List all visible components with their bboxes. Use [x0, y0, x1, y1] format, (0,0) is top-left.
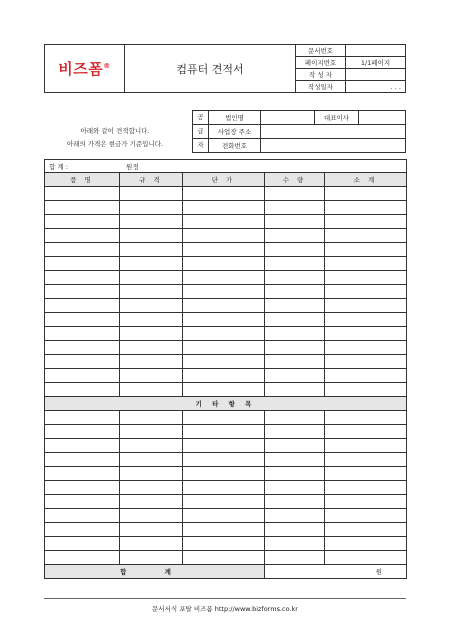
- grand-total-label: 합 계 :: [49, 162, 68, 171]
- cell-unit-price[interactable]: [183, 481, 265, 495]
- cell-unit-price[interactable]: [183, 229, 265, 243]
- cell-quantity[interactable]: [265, 285, 325, 299]
- table-row: [45, 551, 407, 565]
- col-header-item: 품 명: [45, 173, 120, 187]
- table-row: [45, 285, 407, 299]
- intro-line-1: 아래와 같이 견적합니다.: [80, 127, 150, 135]
- cell-spec[interactable]: [120, 299, 183, 313]
- table-row: [45, 187, 407, 201]
- cell-item[interactable]: [45, 509, 120, 523]
- cell-spec[interactable]: [120, 229, 183, 243]
- cell-quantity[interactable]: [265, 453, 325, 467]
- cell-spec[interactable]: [120, 467, 183, 481]
- meta-value-author[interactable]: [346, 69, 406, 81]
- quote-table: [44, 159, 407, 579]
- cell-unit-price[interactable]: [183, 215, 265, 229]
- bizforms-logo: 비즈폼®: [58, 60, 111, 78]
- cell-spec[interactable]: [120, 355, 183, 369]
- cell-quantity[interactable]: [265, 327, 325, 341]
- table-row: [45, 481, 407, 495]
- cell-quantity[interactable]: [265, 341, 325, 355]
- supplier-value-phone[interactable]: [261, 139, 406, 153]
- cell-subtotal[interactable]: [325, 481, 407, 495]
- cell-spec[interactable]: [120, 243, 183, 257]
- cell-item[interactable]: [45, 341, 120, 355]
- cell-unit-price[interactable]: [183, 313, 265, 327]
- cell-unit-price[interactable]: [183, 425, 265, 439]
- cell-item[interactable]: [45, 257, 120, 271]
- cell-subtotal[interactable]: [325, 299, 407, 313]
- cell-quantity[interactable]: [265, 243, 325, 257]
- grand-total-unit: 원정: [126, 162, 139, 171]
- supplier-label-address: 사업장 주소: [209, 125, 261, 139]
- supplier-label-phone: 전화번호: [209, 139, 261, 153]
- column-header-row: [45, 173, 407, 187]
- cell-quantity[interactable]: [265, 523, 325, 537]
- cell-subtotal[interactable]: [325, 229, 407, 243]
- cell-spec[interactable]: [120, 369, 183, 383]
- cell-item[interactable]: [45, 439, 120, 453]
- sum-row: [45, 565, 407, 579]
- table-row: [45, 383, 407, 397]
- cell-item[interactable]: [45, 369, 120, 383]
- cell-spec[interactable]: [120, 453, 183, 467]
- intro-line-2: 아래의 가격은 현금가 기준입니다.: [66, 140, 164, 148]
- table-row: [45, 313, 407, 327]
- cell-unit-price[interactable]: [183, 257, 265, 271]
- supplier-table: [192, 110, 406, 153]
- cell-spec[interactable]: [120, 201, 183, 215]
- cell-spec[interactable]: [120, 215, 183, 229]
- col-header-quantity: 수 량: [265, 173, 325, 187]
- cell-item[interactable]: [45, 285, 120, 299]
- cell-quantity[interactable]: [265, 257, 325, 271]
- cell-spec[interactable]: [120, 509, 183, 523]
- meta-value-doc-number[interactable]: [346, 45, 406, 57]
- col-header-unit-price: 단 가: [183, 173, 265, 187]
- cell-unit-price[interactable]: [183, 551, 265, 565]
- cell-spec[interactable]: [120, 481, 183, 495]
- cell-spec[interactable]: [120, 257, 183, 271]
- cell-subtotal[interactable]: [325, 425, 407, 439]
- cell-quantity[interactable]: [265, 439, 325, 453]
- cell-quantity[interactable]: [265, 425, 325, 439]
- table-row: [45, 327, 407, 341]
- cell-item[interactable]: [45, 551, 120, 565]
- table-row: [45, 257, 407, 271]
- cell-quantity[interactable]: [265, 369, 325, 383]
- sum-value[interactable]: 원: [265, 565, 407, 579]
- footer-divider: [44, 598, 406, 599]
- cell-spec[interactable]: [120, 537, 183, 551]
- logo-cell: [45, 45, 125, 93]
- meta-label-doc-number: 문서번호: [296, 45, 346, 57]
- cell-spec[interactable]: [120, 439, 183, 453]
- cell-subtotal[interactable]: [325, 369, 407, 383]
- table-row: [45, 509, 407, 523]
- cell-spec[interactable]: [120, 327, 183, 341]
- supplier-value-address[interactable]: [261, 125, 406, 139]
- table-row: [45, 215, 407, 229]
- table-row: [45, 467, 407, 481]
- cell-quantity[interactable]: [265, 313, 325, 327]
- cell-item[interactable]: [45, 271, 120, 285]
- cell-unit-price[interactable]: [183, 495, 265, 509]
- cell-subtotal[interactable]: [325, 439, 407, 453]
- cell-unit-price[interactable]: [183, 453, 265, 467]
- document-title: 컴퓨터 견적서: [125, 45, 296, 93]
- other-items-section-row: [45, 397, 407, 411]
- intro-text: [60, 125, 170, 151]
- table-row: [45, 369, 407, 383]
- cell-subtotal[interactable]: [325, 411, 407, 425]
- cell-quantity[interactable]: [265, 467, 325, 481]
- cell-quantity[interactable]: [265, 229, 325, 243]
- supplier-value-company[interactable]: [261, 111, 315, 125]
- cell-unit-price[interactable]: [183, 439, 265, 453]
- supplier-label-ceo: 대표이사: [315, 111, 359, 125]
- cell-spec[interactable]: [120, 551, 183, 565]
- table-row: [45, 229, 407, 243]
- cell-subtotal[interactable]: [325, 313, 407, 327]
- table-row: [45, 355, 407, 369]
- cell-unit-price[interactable]: [183, 355, 265, 369]
- cell-subtotal[interactable]: [325, 355, 407, 369]
- cell-subtotal[interactable]: [325, 243, 407, 257]
- cell-subtotal[interactable]: [325, 537, 407, 551]
- cell-item[interactable]: [45, 481, 120, 495]
- table-row: [45, 523, 407, 537]
- cell-quantity[interactable]: [265, 201, 325, 215]
- cell-subtotal[interactable]: [325, 327, 407, 341]
- cell-item[interactable]: [45, 495, 120, 509]
- cell-unit-price[interactable]: [183, 383, 265, 397]
- meta-label-author: 작 성 자: [296, 69, 346, 81]
- footer-text: 문서서식 포탈 비즈폼 http://www.bizforms.co.kr: [152, 605, 298, 613]
- cell-spec[interactable]: [120, 383, 183, 397]
- cell-spec[interactable]: [120, 425, 183, 439]
- cell-unit-price[interactable]: [183, 327, 265, 341]
- cell-item[interactable]: [45, 187, 120, 201]
- cell-item[interactable]: [45, 383, 120, 397]
- cell-quantity[interactable]: [265, 215, 325, 229]
- sum-label: 합 계: [45, 565, 265, 579]
- cell-quantity[interactable]: [265, 551, 325, 565]
- cell-spec[interactable]: [120, 285, 183, 299]
- cell-unit-price[interactable]: [183, 523, 265, 537]
- table-row: [45, 201, 407, 215]
- cell-item[interactable]: [45, 453, 120, 467]
- meta-label-date: 작성일자: [296, 81, 346, 93]
- cell-spec[interactable]: [120, 495, 183, 509]
- grand-total-row: [45, 160, 407, 173]
- cell-unit-price[interactable]: [183, 285, 265, 299]
- cell-quantity[interactable]: [265, 481, 325, 495]
- cell-unit-price[interactable]: [183, 411, 265, 425]
- cell-unit-price[interactable]: [183, 467, 265, 481]
- cell-unit-price[interactable]: [183, 201, 265, 215]
- cell-subtotal[interactable]: [325, 187, 407, 201]
- cell-quantity[interactable]: [265, 537, 325, 551]
- supplier-value-ceo[interactable]: [359, 111, 406, 125]
- cell-quantity[interactable]: [265, 383, 325, 397]
- cell-item[interactable]: [45, 229, 120, 243]
- cell-subtotal[interactable]: [325, 523, 407, 537]
- table-row: [45, 299, 407, 313]
- cell-item[interactable]: [45, 467, 120, 481]
- cell-item[interactable]: [45, 411, 120, 425]
- cell-unit-price[interactable]: [183, 369, 265, 383]
- cell-subtotal[interactable]: [325, 271, 407, 285]
- cell-quantity[interactable]: [265, 187, 325, 201]
- table-row: [45, 243, 407, 257]
- cell-subtotal[interactable]: [325, 341, 407, 355]
- meta-value-page-number: 1/1페이지: [346, 57, 406, 69]
- cell-subtotal[interactable]: [325, 383, 407, 397]
- cell-unit-price[interactable]: [183, 299, 265, 313]
- meta-label-page-number: 페이지번호: [296, 57, 346, 69]
- cell-quantity[interactable]: [265, 495, 325, 509]
- cell-quantity[interactable]: [265, 411, 325, 425]
- cell-item[interactable]: [45, 313, 120, 327]
- cell-spec[interactable]: [120, 411, 183, 425]
- cell-spec[interactable]: [120, 341, 183, 355]
- document-header: [44, 44, 406, 93]
- supplier-label-company: 법인명: [209, 111, 261, 125]
- cell-subtotal[interactable]: [325, 467, 407, 481]
- cell-subtotal[interactable]: [325, 215, 407, 229]
- cell-item[interactable]: [45, 215, 120, 229]
- cell-spec[interactable]: [120, 187, 183, 201]
- cell-subtotal[interactable]: [325, 285, 407, 299]
- cell-subtotal[interactable]: [325, 453, 407, 467]
- col-header-subtotal: 소 계: [325, 173, 407, 187]
- cell-quantity[interactable]: [265, 509, 325, 523]
- table-row: [45, 453, 407, 467]
- cell-unit-price[interactable]: [183, 187, 265, 201]
- col-header-spec: 규 격: [120, 173, 183, 187]
- cell-unit-price[interactable]: [183, 341, 265, 355]
- cell-spec[interactable]: [120, 271, 183, 285]
- cell-unit-price[interactable]: [183, 537, 265, 551]
- cell-subtotal[interactable]: [325, 495, 407, 509]
- table-row: [45, 411, 407, 425]
- cell-subtotal[interactable]: [325, 509, 407, 523]
- cell-item[interactable]: [45, 243, 120, 257]
- cell-quantity[interactable]: [265, 355, 325, 369]
- table-row: [45, 495, 407, 509]
- meta-value-date[interactable]: . . .: [346, 81, 406, 93]
- supplier-vertical-label-3: 자: [193, 139, 209, 153]
- table-row: [45, 537, 407, 551]
- cell-item[interactable]: [45, 299, 120, 313]
- cell-unit-price[interactable]: [183, 271, 265, 285]
- cell-subtotal[interactable]: [325, 551, 407, 565]
- cell-quantity[interactable]: [265, 299, 325, 313]
- cell-item[interactable]: [45, 537, 120, 551]
- table-row: [45, 341, 407, 355]
- cell-item[interactable]: [45, 425, 120, 439]
- cell-unit-price[interactable]: [183, 509, 265, 523]
- supplier-vertical-label-1: 공: [193, 111, 209, 125]
- cell-subtotal[interactable]: [325, 257, 407, 271]
- table-row: [45, 271, 407, 285]
- table-row: [45, 425, 407, 439]
- cell-item[interactable]: [45, 201, 120, 215]
- cell-item[interactable]: [45, 355, 120, 369]
- cell-spec[interactable]: [120, 523, 183, 537]
- cell-item[interactable]: [45, 523, 120, 537]
- cell-item[interactable]: [45, 327, 120, 341]
- table-row: [45, 439, 407, 453]
- supplier-vertical-label-2: 급: [193, 125, 209, 139]
- cell-subtotal[interactable]: [325, 201, 407, 215]
- other-items-title: 기 타 항 목: [45, 397, 407, 411]
- cell-unit-price[interactable]: [183, 243, 265, 257]
- cell-spec[interactable]: [120, 313, 183, 327]
- cell-quantity[interactable]: [265, 271, 325, 285]
